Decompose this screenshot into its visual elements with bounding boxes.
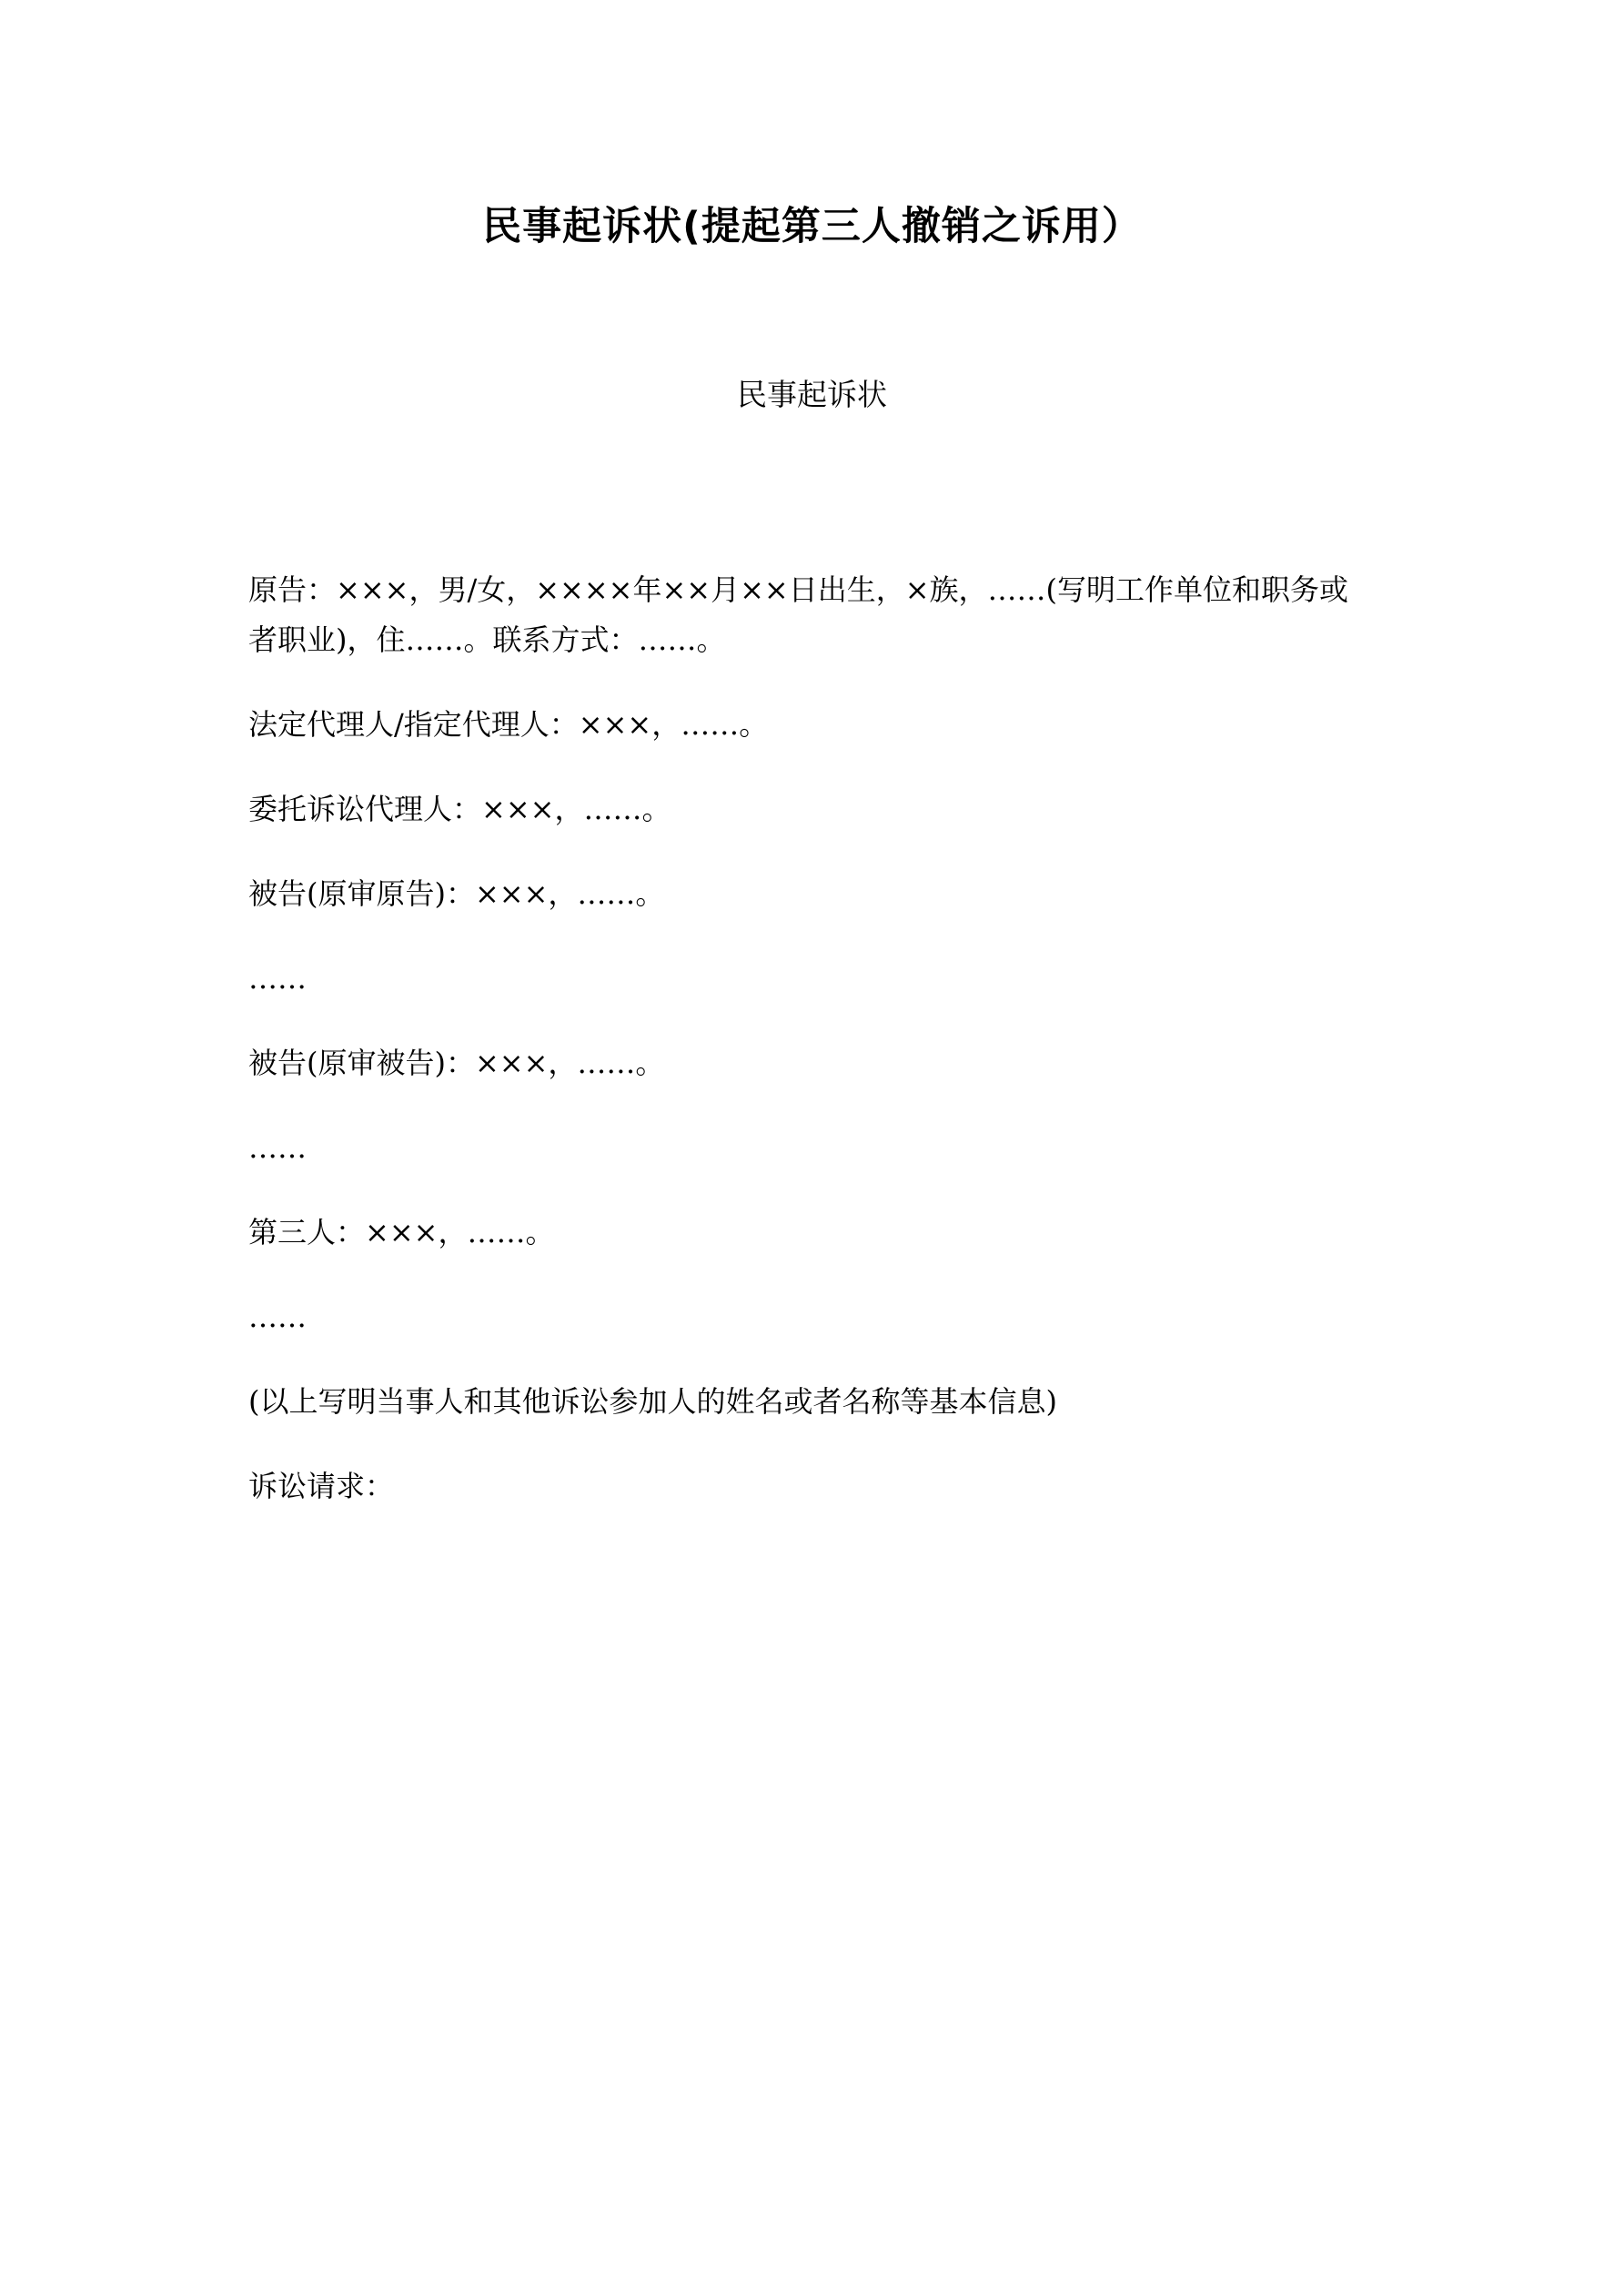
paragraph-claims-heading: 诉讼请求： [248,1469,395,1504]
paragraph-plaintiff: 原告：×××，男/女，××××年××月××日出生，×族，……(写明工作单位和职务或者职业)，住……。联系方式：……。 [248,571,1349,657]
paragraph-note-basic-info: (以上写明当事人和其他诉讼参加人的姓名或者名称等基本信息) [248,1384,1057,1420]
paragraph-defendant-original-plaintiff: 被告(原审原告)：×××，……。 [248,875,665,911]
paragraph-ellipsis-3: …… [248,1300,307,1335]
paragraph-legal-representative: 法定代理人/指定代理人：×××，……。 [248,706,769,742]
paragraph-defendant-original-defendant: 被告(原审被告)：×××，……。 [248,1045,665,1080]
page-title: 民事起诉状(提起第三人撤销之诉用） [482,204,1142,249]
document-body [0,415,1624,1512]
paragraph-ellipsis-2: …… [248,1130,307,1165]
paragraph-entrusted-agent: 委托诉讼代理人：×××，……。 [248,791,671,826]
document-subtitle: 民事起诉状 [737,376,887,412]
paragraph-third-party: 第三人：×××，……。 [248,1215,555,1250]
paragraph-ellipsis-1: …… [248,960,307,996]
